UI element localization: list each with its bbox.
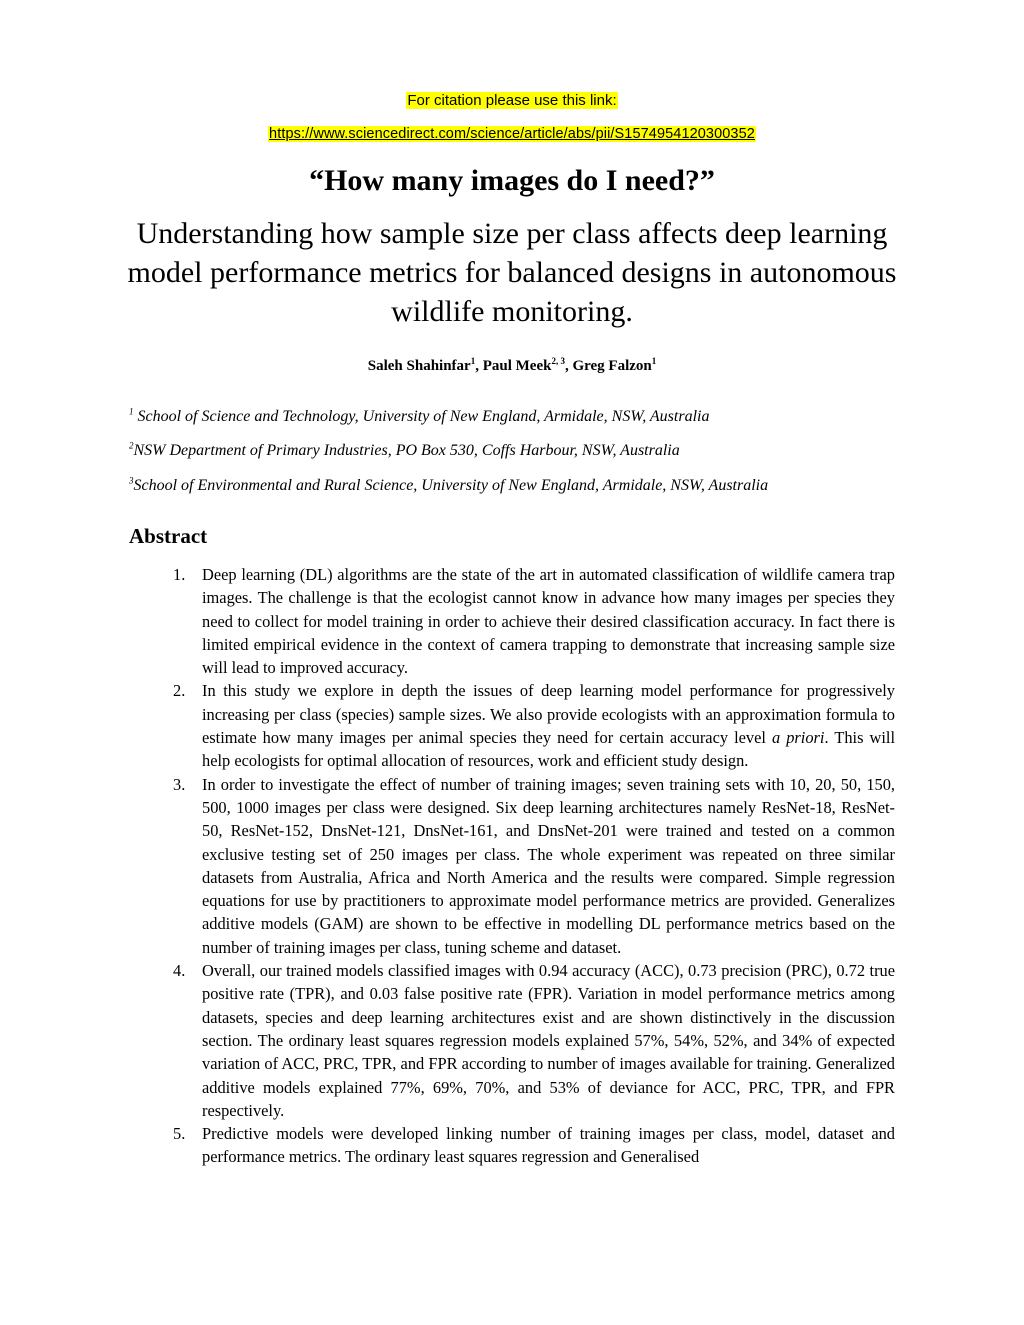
citation-link[interactable] [0, 126, 1024, 142]
abstract-list [129, 563, 895, 1169]
citation-label-text: For citation please use this link: [407, 92, 617, 109]
citation-label [0, 92, 1024, 109]
affiliation-number: 1 [129, 406, 134, 417]
author-name: Paul Meek [482, 358, 552, 374]
abstract-item-1 [129, 563, 895, 679]
abstract-item-3 [129, 773, 895, 959]
author-affiliation-number: 1 [470, 356, 476, 366]
author-affiliation-number: 1 [651, 356, 657, 366]
paper-subtitle: Understanding how sample size per class affects deep learning model performance metrics for balanced designs in autonomous wildlife monitoring. [127, 217, 897, 328]
item-text: In order to investigate the effect of number of training images; seven training sets with 10, 20, 50, 150, 500, 1000 images per class were designed. Six deep learning architectures namely ResNet-18, ResNet-50, ResNet-152, DnsNet-121, DnsNet-161, and DnsNet-201 were trained and tested on a common exclusive testing set of 250 images per class. The whole experiment was repeated on three similar datasets from Australia, Africa and North America and the results were compared. Simple regression equations for use by practitioners to approximate model performance metrics are provided. Generalizes additive models (GAM) are shown to be effective in modelling DL performance metrics based on the number of training images per class, tuning scheme and dataset. [202, 774, 895, 957]
item-number: 4. [173, 961, 186, 981]
item-italic-text: a priori [771, 728, 825, 748]
item-text: In this study we explore in depth the issues of deep learning model performance for progressively increasing per class (species) sample sizes. We also provide ecologists with an approximation formula to estimate how many images per animal species they need for certain accuracy level [202, 681, 895, 748]
item-number: 5. [173, 1124, 186, 1144]
author-name: Saleh Shahinfar [367, 358, 471, 374]
affiliation-1 [129, 408, 709, 426]
affiliation-text: School of Environmental and Rural Science, University of New England, Armidale, NSW, Australia [133, 477, 769, 494]
citation-link-text[interactable]: https://www.sciencedirect.com/science/article/abs/pii/S1574954120300352 [269, 126, 755, 142]
affiliation-3 [129, 477, 768, 495]
author-separator: , [475, 358, 483, 374]
item-number: 3. [173, 774, 186, 794]
affiliation-2 [129, 442, 680, 460]
author-list [0, 358, 1024, 375]
item-number: 1. [173, 565, 186, 584]
affiliation-text: NSW Department of Primary Industries, PO Box 530, Coffs Harbour, NSW, Australia [133, 442, 680, 459]
affiliation-number: 2 [129, 440, 134, 451]
item-text: Predictive models were developed linking number of training images per class, model, dataset and performance metrics. The ordinary least squares regression and Generalised [202, 1124, 895, 1167]
item-text: Overall, our trained models classified images with 0.94 accuracy (ACC), 0.73 precision (PRC), 0.72 true positive rate (TPR), and 0.03 false positive rate (FPR). Variation in model performance metrics among datasets, species and deep learning architectures exist and are shown distinctively in the discussion section. The ordinary least squares regression models explained 57%, 54%, 52%, and 34% of expected variation of ACC, PRC, TPR, and FPR according to number of images available for training. Generalized additive models explained 77%, 69%, 70%, and 53% of deviance for ACC, PRC, TPR, and FPR respectively. [202, 961, 895, 1120]
item-number: 2. [173, 681, 186, 701]
abstract-item-2 [129, 679, 895, 772]
abstract-item-5 [129, 1122, 895, 1169]
author-name: Greg Falzon [572, 358, 652, 374]
affiliation-text: School of Science and Technology, University of New England, Armidale, NSW, Australia [133, 408, 710, 425]
abstract-heading: Abstract [129, 524, 208, 548]
item-text: Deep learning (DL) algorithms are the state of the art in automated classification of wildlife camera trap images. The challenge is that the ecologist cannot know in advance how many images per species they need to collect for model training in order to achieve their desired classification accuracy. In fact there is limited empirical evidence in the context of camera trapping to demonstrate that increasing sample size will lead to improved accuracy. [202, 565, 895, 678]
author-affiliation-number: 2, 3 [551, 356, 565, 366]
item-text: . This will help ecologists for optimal allocation of resources, work and efficient study design. [202, 728, 896, 771]
author-separator: , [564, 358, 573, 374]
paper-title: “How many images do I need?” [309, 164, 715, 197]
affiliation-number: 3 [129, 475, 134, 486]
abstract-item-4 [129, 959, 895, 1122]
